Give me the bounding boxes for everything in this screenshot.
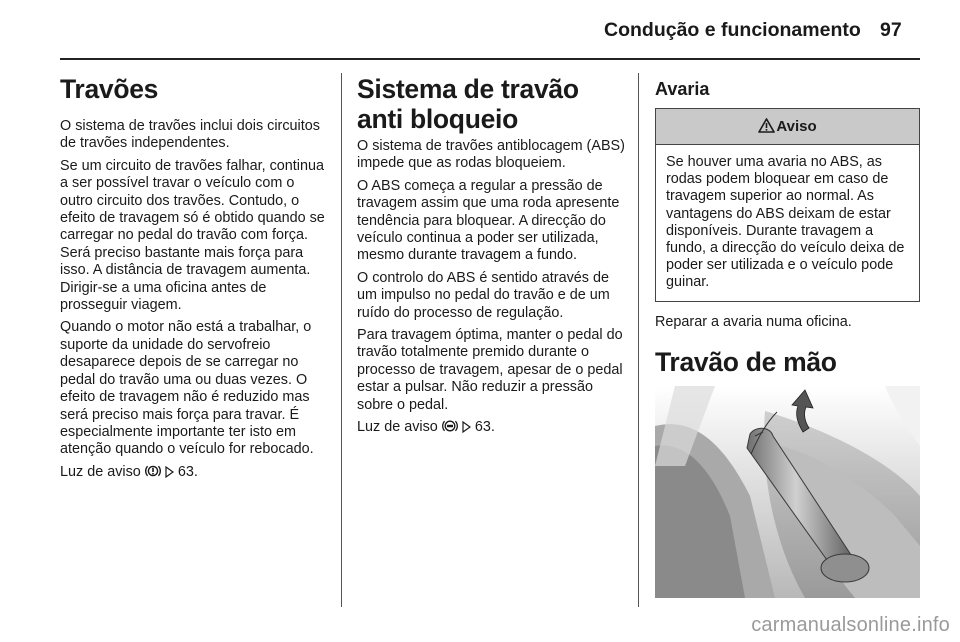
section-title-abs: Sistema de travão anti bloqueio bbox=[357, 74, 579, 134]
page-header bbox=[0, 0, 960, 60]
watermark: carmanualsonline.info bbox=[751, 614, 950, 636]
warning-light-reference bbox=[357, 419, 625, 438]
section-title-handbrake: Travão de mão bbox=[655, 347, 837, 378]
page-number: 97 bbox=[880, 19, 902, 41]
brake-warning-icon bbox=[145, 464, 161, 483]
warning-light-label: Luz de aviso bbox=[60, 463, 141, 480]
header-title: Condução e funcionamento bbox=[604, 19, 861, 41]
paragraph: O ABS começa a regular a pressão de travagem assim que uma roda apresente tendência para bloquear. A direcção do veículo continua a poder ser utilizada, mesmo durante travagem a fundo. bbox=[357, 177, 620, 264]
warning-box bbox=[655, 108, 920, 302]
page-reference-icon bbox=[462, 421, 471, 438]
paragraph: Reparar a avaria numa oficina. bbox=[655, 313, 852, 330]
column-divider-2 bbox=[638, 73, 639, 607]
warning-light-reference bbox=[60, 464, 326, 483]
warning-light-label: Luz de aviso bbox=[357, 419, 438, 436]
paragraph: Se um circuito de travões falhar, continua a ser possível travar o veículo com o outro circuito dos travões. Contudo, o efeito de travagem só é obtido quando se carregar no pedal do travão com força. Será preciso bastante mais força para isso. A distância de travagem aumenta. Dirigir-se a uma oficina antes de prosseguir viagem. bbox=[60, 157, 325, 314]
column-abs bbox=[357, 72, 625, 444]
paragraph: Quando o motor não está a trabalhar, o suporte da unidade do servofreio desaparece depois de se carregar no pedal do travão uma ou duas vezes. O efeito de travagem não é reduzido mas será preciso mais força para travar. É especialmente importante ter isto em atenção quando o veículo for rebocado. bbox=[60, 319, 314, 458]
paragraph: Para travagem óptima, manter o pedal do travão totalmente premido durante o processo de travagem, apesar de o pedal estar a pulsar. Não reduzir a pressão sobre o pedal. bbox=[357, 327, 623, 413]
paragraph: O sistema de travões inclui dois circuitos de travões independentes. bbox=[60, 118, 320, 152]
warning-triangle-icon bbox=[758, 111, 775, 147]
warning-box-header bbox=[656, 109, 919, 145]
paragraph: O sistema de travões antiblocagem (ABS) impede que as rodas bloqueiem. bbox=[357, 138, 625, 172]
abs-warning-icon bbox=[442, 419, 458, 438]
header-rule bbox=[60, 58, 920, 60]
page-reference-icon bbox=[165, 466, 174, 483]
column-fault bbox=[655, 72, 921, 389]
handbrake-illustration bbox=[655, 386, 920, 598]
warning-box-label: Aviso bbox=[776, 118, 817, 135]
section-title-brakes: Travões bbox=[60, 74, 159, 104]
warning-text: Se houver uma avaria no ABS, as rodas podem bloquear em caso de travagem superior ao normal. As vantagens do ABS deixam de estar disponíveis. Durante travagem a fundo, a direcção do veículo deixa de poder ser utilizada e o veículo pode guinar. bbox=[666, 154, 905, 291]
warning-box-body bbox=[656, 145, 919, 301]
paragraph: O controlo do ABS é sentido através de um impulso no pedal do travão e de um ruído do processo de regulação. bbox=[357, 269, 610, 321]
page-reference: 63. bbox=[177, 463, 198, 480]
page-reference: 63. bbox=[474, 419, 495, 436]
subsection-title-fault: Avaria bbox=[655, 79, 710, 99]
column-divider-1 bbox=[341, 73, 342, 607]
column-brakes bbox=[60, 72, 326, 488]
